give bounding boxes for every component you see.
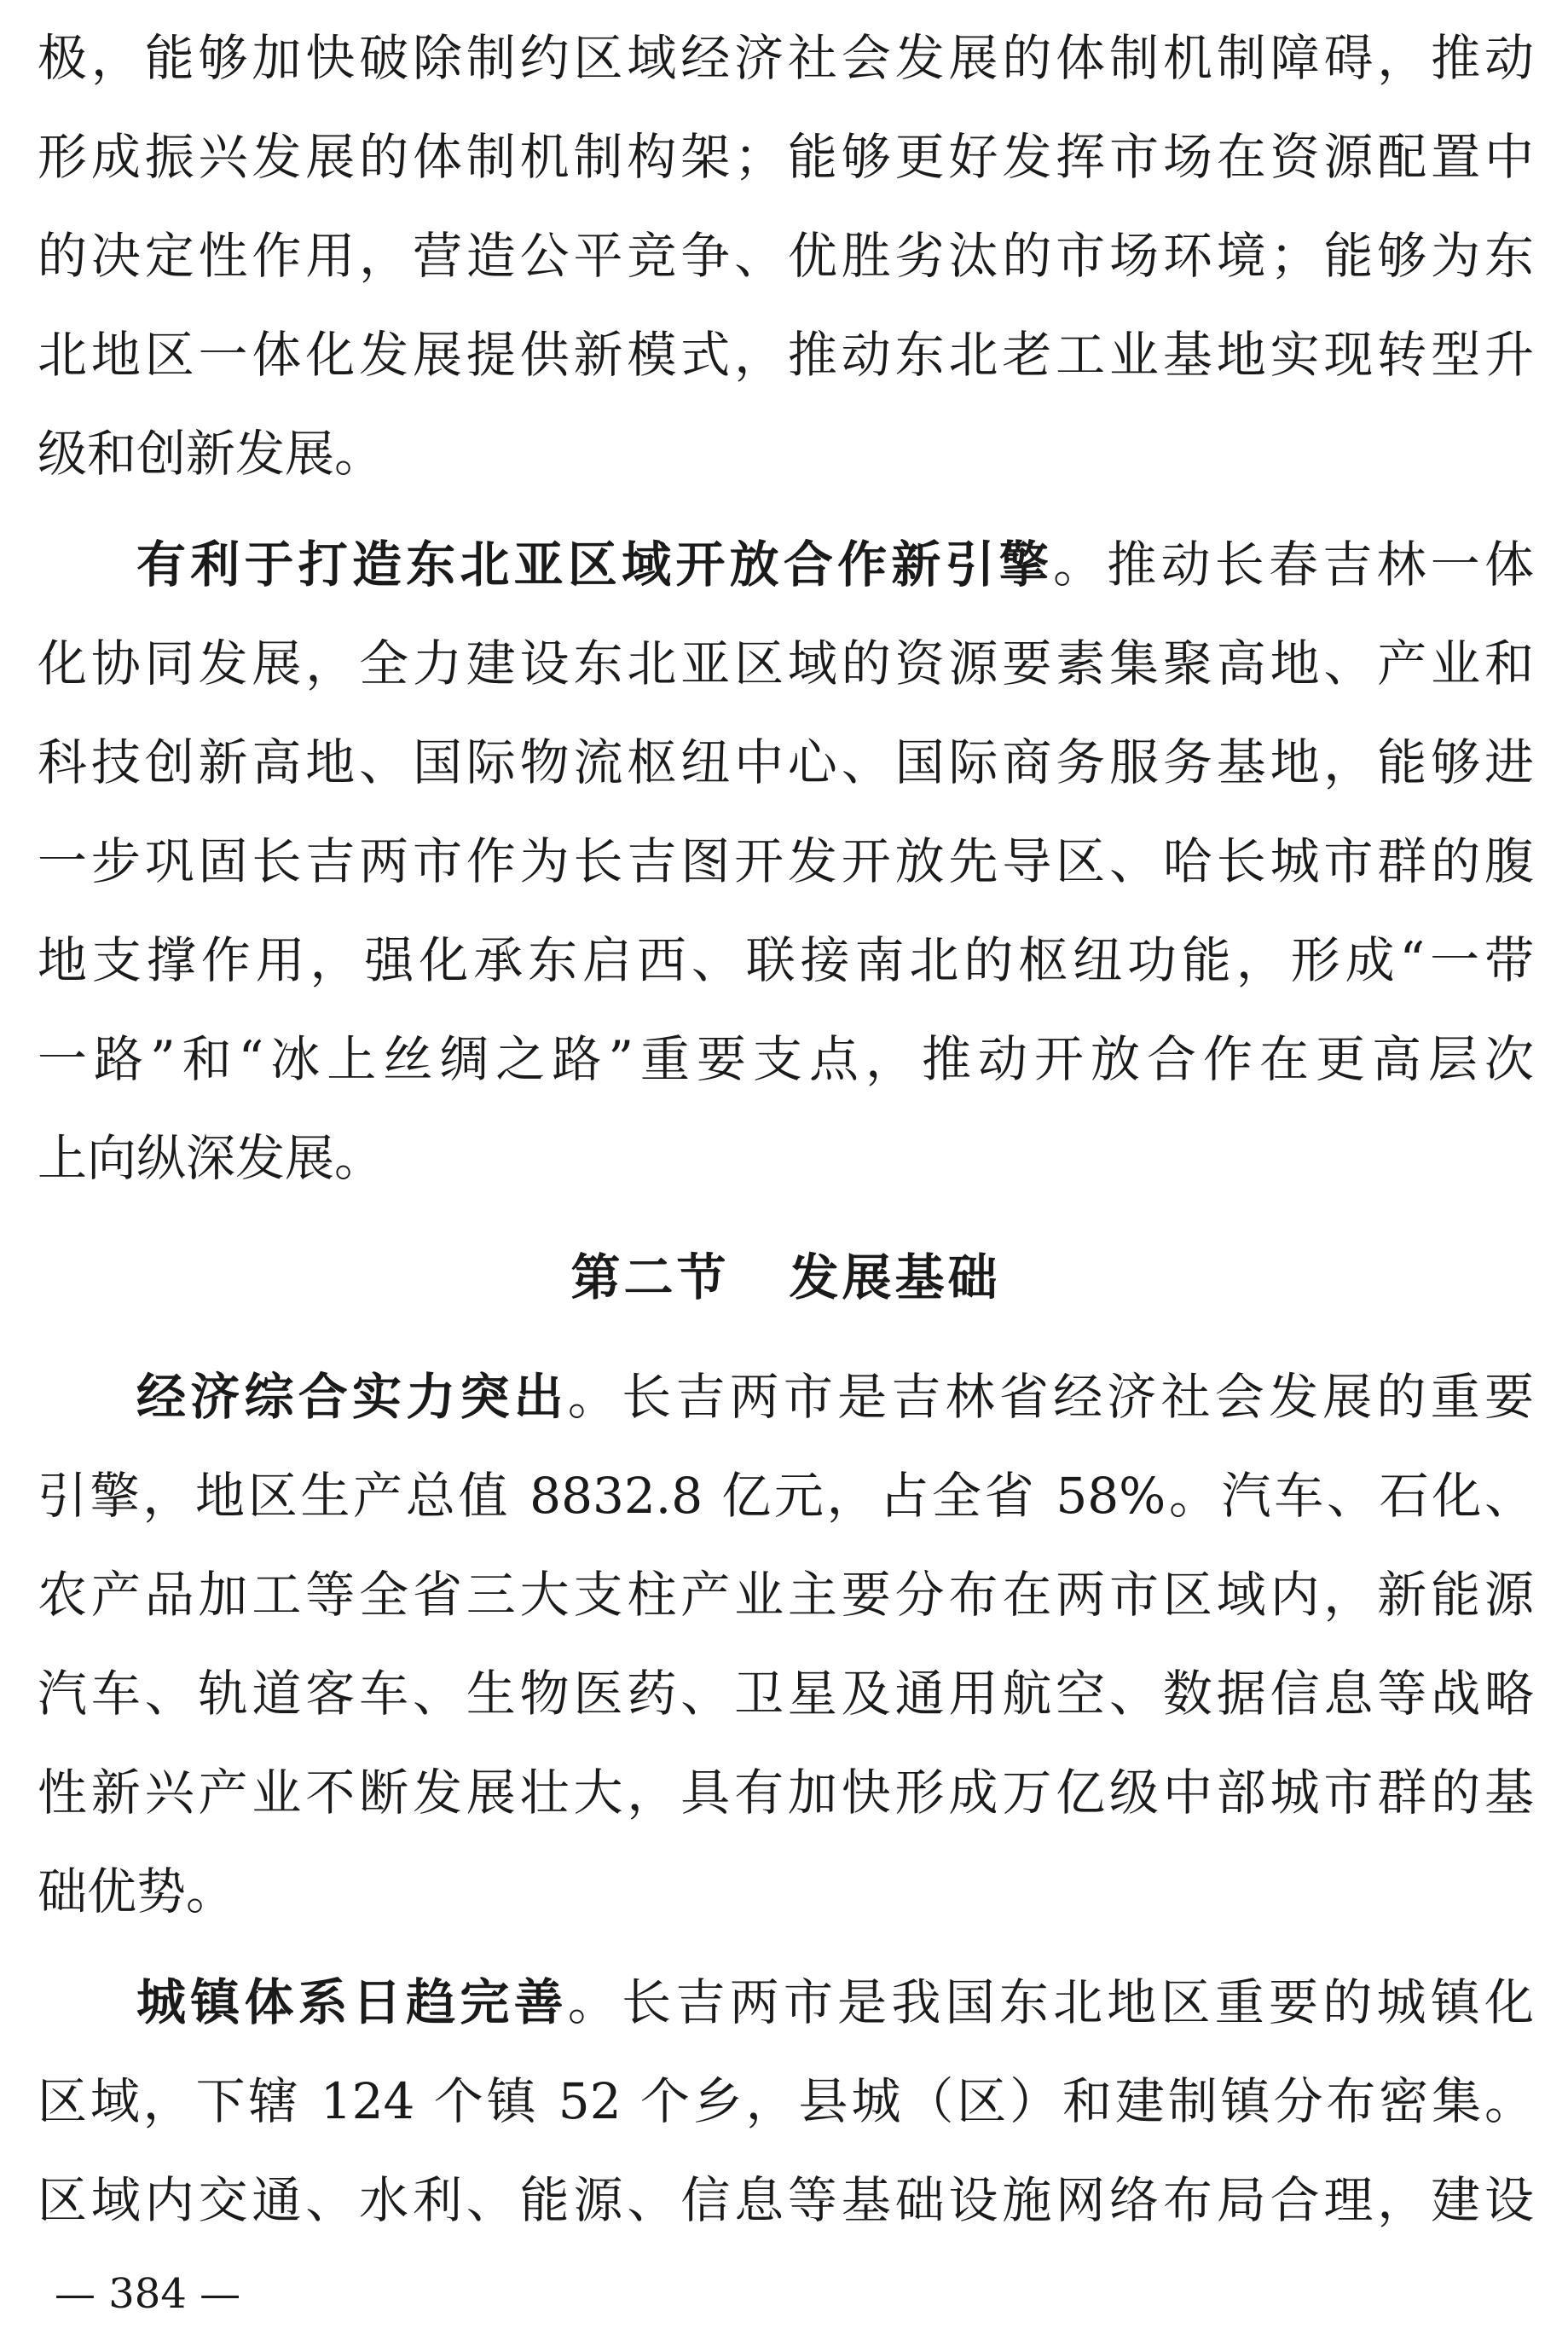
paragraph-3-line-1 (38, 1347, 1534, 1446)
paragraph-2-line-1-rest: 。推动长春吉林一体 (1053, 536, 1534, 594)
paragraph-4-line-1-rest: 。长吉两市是我国东北地区重要的城镇化 (567, 1973, 1534, 2031)
paragraph-1-line-1: 极，能够加快破除制约区域经济社会发展的体制机制障碍，推动 (38, 29, 1534, 87)
section-number: 第二节 (570, 1248, 730, 1306)
paragraph-2-line-4: 一步巩固长吉两市作为长吉图开发开放先导区、哈长城市群的腹 (38, 832, 1534, 890)
paragraph-1-line-3: 的决定性作用，营造公平竞争、优胜劣汰的市场环境；能够为东 (38, 227, 1534, 285)
paragraph-1-line-2: 形成振兴发展的体制机制构架；能够更好发挥市场在资源配置中 (38, 128, 1534, 186)
paragraph-2-lead-bold: 有利于打造东北亚区域开放合作新引擎 (136, 536, 1054, 594)
paragraph-4-line-3: 区域内交通、水利、能源、信息等基础设施网络布局合理，建设 (38, 2171, 1534, 2229)
paragraph-4-lead-bold: 城镇体系日趋完善 (136, 1973, 568, 2031)
section-title: 发展基础 (789, 1248, 1001, 1306)
paragraph-3-lead-bold: 经济综合实力突出 (136, 1368, 568, 1426)
paragraph-2-line-2: 化协同发展，全力建设东北亚区域的资源要素集聚高地、产业和 (38, 634, 1534, 692)
paragraph-2-line-7: 上向纵深发展。 (38, 1129, 385, 1187)
paragraph-2-line-6: 一路”和“冰上丝绸之路”重要支点，推动开放合作在更高层次 (38, 1030, 1534, 1088)
paragraph-3-line-6: 础优势。 (38, 1862, 236, 1920)
page-number: — 384 — (55, 2270, 241, 2318)
section-heading (38, 1228, 1534, 1327)
paragraph-1-line-4: 北地区一体化发展提供新模式，推动东北老工业基地实现转型升 (38, 326, 1534, 384)
paragraph-2-line-1 (38, 515, 1534, 614)
paragraph-4-line-1 (38, 1953, 1534, 2052)
paragraph-4-line-2: 区域，下辖 124 个镇 52 个乡，县城（区）和建制镇分布密集。 (38, 2072, 1534, 2130)
paragraph-3-line-4: 汽车、轨道客车、生物医药、卫星及通用航空、数据信息等战略 (38, 1665, 1534, 1723)
paragraph-3-line-1-rest: 。长吉两市是吉林省经济社会发展的重要 (567, 1368, 1534, 1426)
paragraph-3-line-3: 农产品加工等全省三大支柱产业主要分布在两市区域内，新能源 (38, 1566, 1534, 1624)
paragraph-3-line-5: 性新兴产业不断发展壮大，具有加快形成万亿级中部城市群的基 (38, 1764, 1534, 1822)
paragraph-3-line-2: 引擎，地区生产总值 8832.8 亿元，占全省 58%。汽车、石化、 (38, 1467, 1534, 1525)
paragraph-2-line-5: 地支撑作用，强化承东启西、联接南北的枢纽功能，形成“一带 (38, 931, 1534, 989)
paragraph-1-line-5: 级和创新发展。 (38, 425, 385, 483)
paragraph-2-line-3: 科技创新高地、国际物流枢纽中心、国际商务服务基地，能够进 (38, 733, 1534, 791)
